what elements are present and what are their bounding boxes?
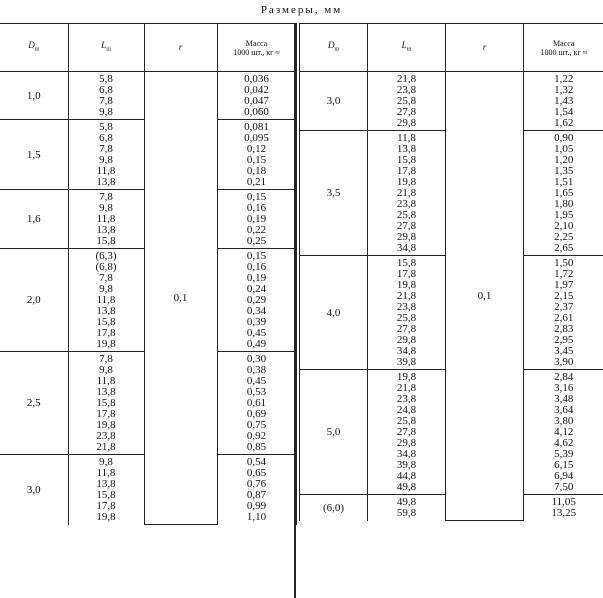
length-value: 13,8 [96,175,116,188]
mass-value: 1,72 [554,267,574,280]
mass-cell [217,352,296,455]
length-value: 17,8 [96,499,116,512]
length-value: 23,8 [396,300,417,313]
diameter-cell: 1,5 [0,120,68,190]
mass-value: 3,80 [554,414,574,427]
length-value: 29,8 [396,116,417,129]
mass-value: 0,16 [246,260,267,273]
length-value: 23,8 [396,392,417,405]
mass-value: 0,16 [246,201,267,214]
length-cell [368,131,446,256]
mass-cell [217,190,296,249]
length-cell [68,455,144,525]
mass-value: 1,62 [554,116,574,129]
mass-value: 1,32 [554,83,574,96]
length-value: 19,8 [396,278,417,291]
header-diameter: $D_ш$ [300,24,368,72]
length-value: 5,8 [99,120,113,133]
mass-value: 1,54 [554,105,574,118]
mass-value: 0,87 [246,488,267,501]
length-value: 11,8 [96,374,116,387]
length-value: 13,8 [96,304,116,317]
mass-value: 3,90 [554,355,574,368]
mass-value: 0,19 [246,271,267,284]
length-value: 27,8 [396,322,417,335]
mass-value: 0,25 [246,234,267,247]
length-value: 11,8 [96,164,116,177]
mass-value: 1,97 [554,278,574,291]
length-value: 27,8 [396,425,417,438]
length-value: 49,8 [396,495,417,508]
group-row [0,72,296,120]
mass-value: 0,24 [246,282,267,295]
mass-value: 0,22 [246,223,267,236]
length-value: 25,8 [396,94,417,107]
length-value: 15,8 [396,153,417,166]
mass-value: 2,83 [554,322,574,335]
mass-value: 0,34 [246,304,267,317]
mass-cell [217,249,296,352]
length-value: 34,8 [396,241,417,254]
mass-value: 1,20 [554,153,574,166]
length-value: 6,8 [99,83,113,96]
mass-value: 0,036 [244,72,269,85]
length-value: (6,8) [95,260,117,273]
mass-value: 0,76 [246,477,267,490]
diameter-cell: 5,0 [300,370,368,495]
diameter-cell: 2,5 [0,352,68,455]
mass-value: 0,65 [246,466,267,479]
mass-value: 6,94 [554,469,574,482]
length-value: 21,8 [396,289,417,302]
length-value: 23,8 [396,197,417,210]
length-value: 19,8 [396,175,417,188]
length-value: 15,8 [96,315,116,328]
mass-value: 0,90 [554,131,574,144]
mass-value: 0,99 [246,499,267,512]
mass-value: 0,30 [246,352,267,365]
mass-value: 1,95 [554,208,574,221]
header-diameter: $D_ш$ [0,24,68,72]
length-cell [68,352,144,455]
mass-value: 3,48 [554,392,574,405]
length-value: 44,8 [396,469,417,482]
header-row [0,24,296,72]
mass-value: 0,21 [246,175,267,188]
length-value: 21,8 [96,440,116,453]
length-value: 29,8 [396,333,417,346]
length-value: 19,8 [396,370,417,383]
length-value: 49,8 [396,480,417,493]
column-separator [294,23,296,598]
length-value: 9,8 [99,153,113,166]
mass-value: 0,19 [246,212,267,225]
length-cell [68,190,144,249]
length-value: 19,8 [96,510,116,523]
length-value: 25,8 [396,208,417,221]
header-mass: Масса 1000 шт., кг ≈ [217,24,296,72]
group-row [300,72,603,131]
mass-value: 13,25 [551,506,577,519]
diameter-cell: 3,5 [300,131,368,256]
mass-value: 1,10 [246,510,267,523]
length-value: (6,3) [95,249,117,262]
length-value: 7,8 [99,142,113,155]
length-value: 9,8 [99,455,113,468]
mass-value: 5,39 [554,447,574,460]
mass-value: 0,042 [244,83,269,96]
mass-value: 2,95 [554,333,574,346]
mass-value: 0,53 [246,385,267,398]
header-length: $L_ш$ [68,24,144,72]
mass-value: 2,65 [554,241,574,254]
mass-value: 1,51 [554,175,574,188]
length-value: 7,8 [99,94,113,107]
length-value: 15,8 [96,234,116,247]
length-value: 21,8 [396,186,417,199]
length-cell [68,72,144,120]
mass-value: 0,54 [246,455,267,468]
header-row [300,24,603,72]
diameter-cell: 3,0 [0,455,68,525]
dimensions-table-left [0,23,297,525]
mass-value: 6,15 [554,458,574,471]
length-value: 34,8 [396,447,417,460]
length-value: 29,8 [396,230,417,243]
length-cell [368,370,446,495]
mass-value: 0,75 [246,418,267,431]
mass-value: 0,92 [246,429,267,442]
length-value: 9,8 [99,201,113,214]
mass-cell [524,370,603,495]
mass-value: 1,05 [554,142,574,155]
length-value: 25,8 [396,414,417,427]
mass-cell [217,120,296,190]
length-value: 7,8 [99,352,113,365]
mass-value: 0,39 [246,315,267,328]
mass-value: 4,12 [554,425,574,438]
length-cell [368,256,446,370]
mass-value: 1,22 [554,72,574,85]
mass-cell [524,495,603,521]
mass-value: 2,37 [554,300,574,313]
length-value: 7,8 [99,190,113,203]
length-value: 21,8 [396,72,417,85]
table-caption: Размеры, мм [260,4,343,16]
mass-value: 0,38 [246,363,267,376]
mass-cell [524,256,603,370]
mass-value: 0,060 [244,105,269,118]
mass-value: 2,10 [554,219,574,232]
length-value: 27,8 [396,105,417,118]
mass-value: 2,15 [554,289,574,302]
diameter-cell: 3,0 [300,72,368,131]
mass-value: 1,43 [554,94,574,107]
mass-value: 0,45 [246,374,267,387]
mass-value: 2,25 [554,230,574,243]
mass-cell [217,455,296,525]
length-value: 13,8 [96,223,116,236]
mass-value: 0,45 [246,326,267,339]
mass-value: 0,15 [246,190,267,203]
length-value: 7,8 [99,271,113,284]
length-value: 17,8 [396,267,417,280]
mass-value: 11,05 [551,495,576,508]
radius-cell: 0,1 [144,72,217,525]
length-value: 11,8 [96,466,116,479]
length-value: 15,8 [96,396,116,409]
length-value: 13,8 [396,142,417,155]
header-radius: r [144,24,217,72]
mass-value: 7,50 [554,480,574,493]
length-value: 17,8 [96,326,116,339]
length-value: 17,8 [396,164,417,177]
diameter-cell: 2,0 [0,249,68,352]
length-value: 13,8 [96,385,116,398]
mass-value: 2,61 [554,311,574,324]
length-value: 27,8 [396,219,417,232]
length-value: 59,8 [396,506,417,519]
header-length: $L_ш$ [368,24,446,72]
mass-cell [524,131,603,256]
mass-value: 1,80 [554,197,574,210]
mass-value: 1,35 [554,164,574,177]
mass-value: 3,16 [554,381,574,394]
dimensions-table-right [299,23,603,521]
mass-value: 0,081 [244,120,269,133]
length-cell [68,249,144,352]
mass-cell [524,72,603,131]
length-value: 9,8 [99,105,113,118]
mass-value: 3,64 [554,403,574,416]
length-value: 23,8 [96,429,116,442]
mass-value: 0,29 [246,293,267,306]
mass-value: 2,84 [554,370,574,383]
length-value: 39,8 [396,355,417,368]
mass-value: 0,15 [246,249,267,262]
mass-value: 4,62 [554,436,574,449]
length-value: 25,8 [396,311,417,324]
length-value: 6,8 [99,131,113,144]
length-value: 17,8 [96,407,116,420]
mass-value: 0,69 [246,407,267,420]
diameter-cell: 1,0 [0,72,68,120]
length-value: 9,8 [99,363,113,376]
diameter-cell: (6,0) [300,495,368,521]
length-value: 11,8 [96,293,116,306]
header-mass: Масса 1000 шт., кг ≈ [524,24,603,72]
header-radius: r [446,24,524,72]
length-cell [368,72,446,131]
mass-value: 0,12 [246,142,267,155]
radius-cell: 0,1 [446,72,524,521]
length-value: 15,8 [396,256,417,269]
mass-value: 0,61 [246,396,267,409]
diameter-cell: 1,6 [0,190,68,249]
length-value: 5,8 [99,72,113,85]
length-value: 29,8 [396,436,417,449]
length-value: 21,8 [396,381,417,394]
length-value: 24,8 [396,403,417,416]
mass-value: 0,49 [246,337,267,350]
length-value: 9,8 [99,282,113,295]
diameter-cell: 4,0 [300,256,368,370]
length-value: 15,8 [96,488,116,501]
length-value: 11,8 [96,212,116,225]
mass-value: 0,85 [246,440,267,453]
mass-value: 3,45 [554,344,574,357]
mass-value: 0,047 [244,94,269,107]
length-value: 13,8 [96,477,116,490]
mass-cell [217,72,296,120]
length-value: 39,8 [396,458,417,471]
length-value: 23,8 [396,83,417,96]
length-value: 34,8 [396,344,417,357]
mass-value: 0,15 [246,153,267,166]
length-cell [68,120,144,190]
mass-value: 0,095 [244,131,269,144]
length-cell [368,495,446,521]
mass-value: 1,65 [554,186,574,199]
length-value: 11,8 [397,131,416,144]
length-value: 19,8 [96,418,116,431]
length-value: 19,8 [96,337,116,350]
mass-value: 0,18 [246,164,267,177]
mass-value: 1,50 [554,256,574,269]
